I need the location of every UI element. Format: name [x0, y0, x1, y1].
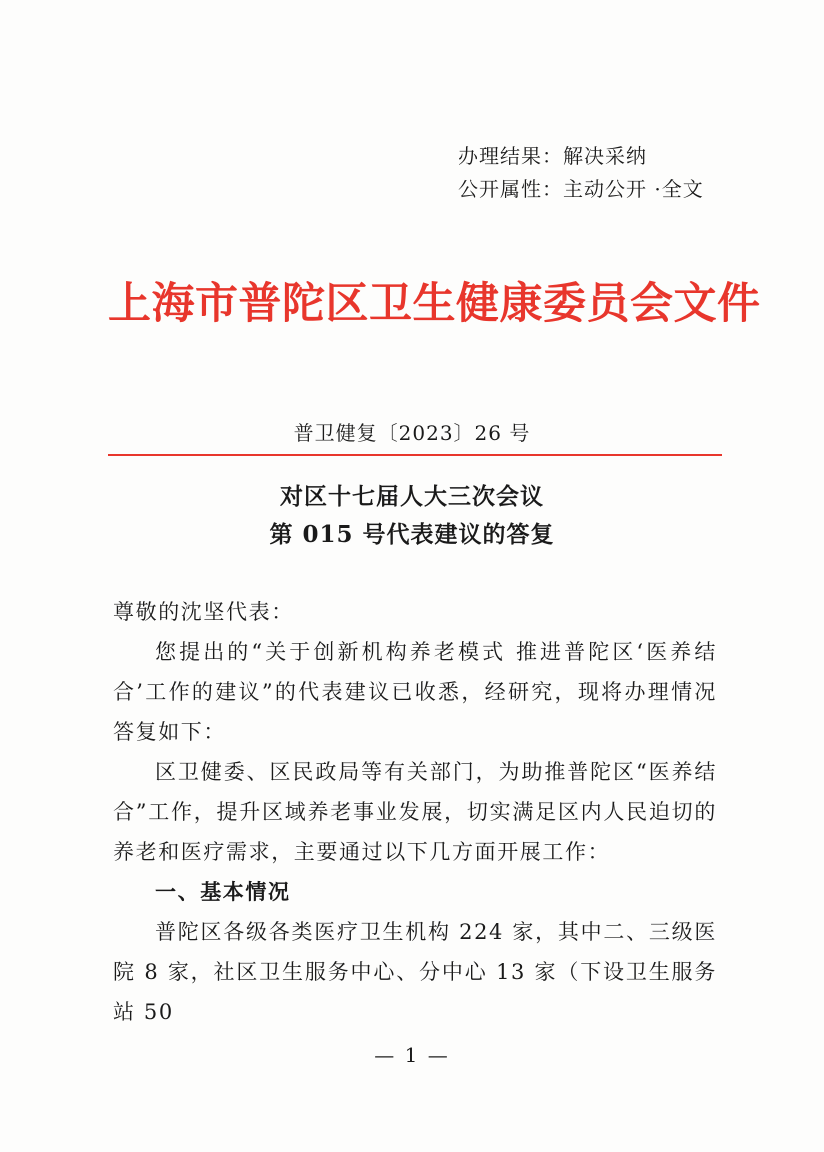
- handling-result-label: 办理结果：: [458, 144, 563, 168]
- handling-result: [458, 140, 704, 173]
- salutation: 尊敬的沈坚代表：: [113, 600, 294, 624]
- page-number: — 1 —: [374, 1043, 450, 1067]
- document-body: [113, 592, 717, 1032]
- document-title-line-2: 第 015 号代表建议的答复: [269, 521, 555, 548]
- body-paragraph: 普陀区各级各类医疗卫生机构 224 家，其中二、三级医院 8 家，社区卫生服务中心、分中心 13 家（下设卫生服务站 50: [113, 920, 717, 1024]
- issuer-title: 上海市普陀区卫生健康委员会文件: [108, 279, 761, 329]
- red-divider-line: [108, 454, 722, 456]
- document-number: 普卫健复〔2023〕26 号: [293, 421, 531, 445]
- body-paragraph: 区卫健委、区民政局等有关部门，为助推普陀区“医养结合”工作，提升区域养老事业发展，切实满足区内人民迫切的养老和医疗需求，主要通过以下几方面开展工作：: [113, 760, 717, 864]
- document-title-line-1: 对区十七届人大三次会议: [280, 483, 544, 510]
- document-meta: [458, 140, 704, 206]
- section-heading: 一、基本情况: [155, 879, 291, 904]
- body-paragraph: 您提出的“关于创新机构养老模式 推进普陀区‘医养结合’工作的建议”的代表建议已收悉，经研究，现将办理情况答复如下：: [113, 640, 717, 744]
- disclosure-attribute: [458, 173, 704, 206]
- disclosure-value: 主动公开 ·全文: [563, 177, 704, 201]
- disclosure-label: 公开属性：: [458, 177, 563, 201]
- document-title: [0, 478, 824, 554]
- handling-result-value: 解决采纳: [563, 144, 647, 168]
